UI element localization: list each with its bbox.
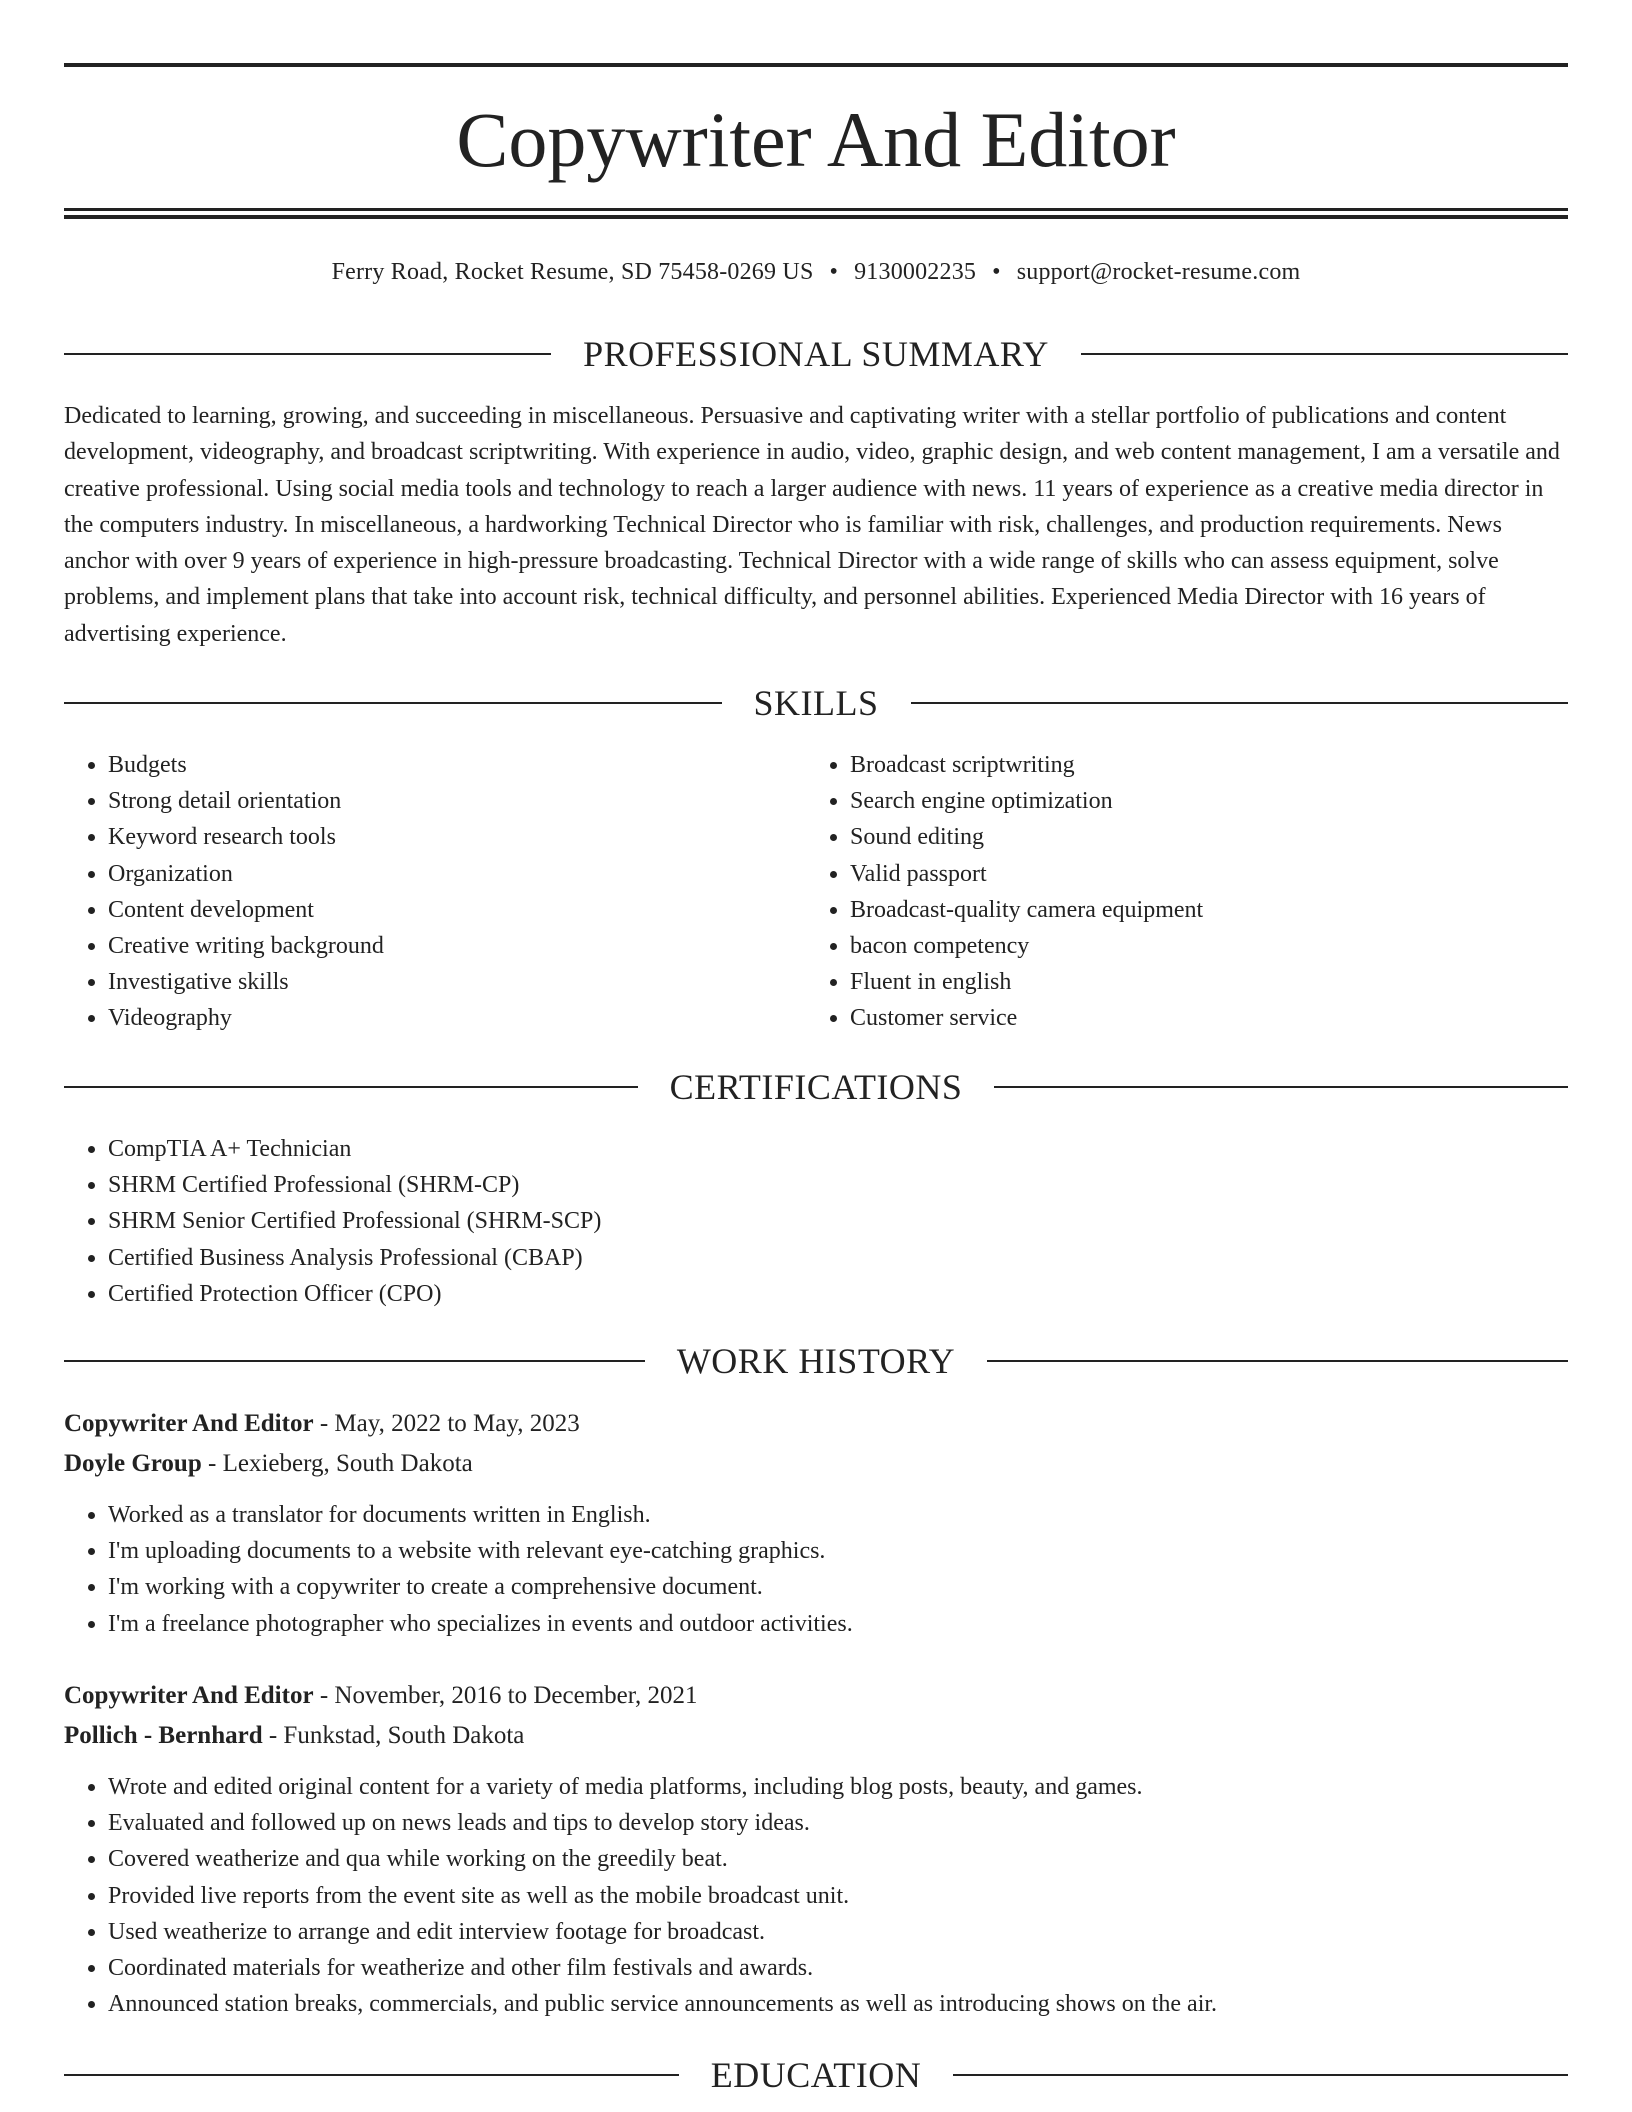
job-bullet-item: • Used weatherize to arrange and edit interview footage for broadcast. — [108, 1914, 1568, 1950]
skills-list-right — [806, 747, 1566, 1037]
double-rule-upper — [64, 208, 1568, 211]
job-dates: - May, 2022 to May, 2023 — [313, 1410, 580, 1437]
skill-item: • Budgets — [108, 747, 804, 783]
skill-item: • Broadcast scriptwriting — [850, 747, 1566, 783]
certifications-heading: CERTIFICATIONS — [669, 1067, 963, 1107]
job-bullet-item: • Wrote and edited original content for a variety of media platforms, including blog posts, beauty, and games. — [108, 1769, 1568, 1805]
job-entry — [64, 1676, 1568, 2022]
job-bullets — [64, 1497, 1568, 1642]
section-rule — [953, 2074, 1568, 2076]
section-rule — [994, 1086, 1568, 1088]
education-heading: EDUCATION — [710, 2055, 922, 2095]
double-rule-lower — [64, 215, 1568, 219]
work-history-heading: WORK HISTORY — [676, 1341, 956, 1381]
section-rule — [64, 702, 722, 704]
section-rule — [64, 353, 551, 355]
job-bullet-item: • Announced station breaks, commercials, and public service announcements as well as introducing shows on the air. — [108, 1986, 1568, 2022]
certifications-block — [64, 1131, 1568, 1312]
job-company-line — [64, 1444, 1568, 1484]
summary-paragraph: Dedicated to learning, growing, and succeeding in miscellaneous. Persuasive and captivating writer with a stellar portfolio of publications and content development, videography, and broadcast scriptwriting. With experience in audio, video, graphic design, and web content management, I am a versatile and creative professional. Using social media tools and technology to reach a larger audience with news. 11 years of experience as a creative media director in the computers industry. In miscellaneous, a hardworking Technical Director who is familiar with risk, challenges, and production requirements. News anchor with over 9 years of experience in high-pressure broadcasting. Technical Director with a wide range of skills who can assess equipment, solve problems, and implement plans that take into account risk, technical difficulty, and personnel abilities. Experienced Media Director with 16 years of advertising experience. — [64, 403, 1560, 647]
skill-item: • Videography — [108, 1000, 804, 1036]
job-company: Doyle Group — [64, 1450, 202, 1477]
contact-phone: 9130002235 — [854, 259, 977, 285]
work-history-section-header — [64, 1337, 1568, 1385]
skill-item: • Broadcast-quality camera equipment — [850, 892, 1566, 928]
job-bullet-item: • Covered weatherize and qua while working on the greedily beat. — [108, 1841, 1568, 1877]
section-rule — [1081, 353, 1568, 355]
certifications-list — [64, 1131, 1568, 1312]
certification-item: • Certified Protection Officer (CPO) — [108, 1276, 1568, 1312]
skill-item: • Customer service — [850, 1000, 1566, 1036]
contact-line — [64, 254, 1568, 290]
skill-item: • Fluent in english — [850, 964, 1566, 1000]
skills-column-right — [806, 747, 1566, 1037]
section-rule — [911, 702, 1569, 704]
certification-item: • SHRM Certified Professional (SHRM-CP) — [108, 1167, 1568, 1203]
summary-heading: PROFESSIONAL SUMMARY — [583, 334, 1049, 374]
skill-item: • Strong detail orientation — [108, 783, 804, 819]
section-rule — [64, 1086, 638, 1088]
job-dates: - November, 2016 to December, 2021 — [313, 1682, 698, 1709]
job-bullet-item: • Coordinated materials for weatherize and other film festivals and awards. — [108, 1950, 1568, 1986]
job-location: - Lexieberg, South Dakota — [201, 1450, 473, 1477]
top-rule-divider — [64, 63, 1568, 67]
skills-heading: SKILLS — [753, 683, 879, 723]
job-location: - Funkstad, South Dakota — [262, 1722, 525, 1749]
job-bullet-item: • I'm uploading documents to a website with relevant eye-catching graphics. — [108, 1533, 1568, 1569]
skill-item: • Valid passport — [850, 856, 1566, 892]
job-title-line — [64, 1676, 1568, 1716]
section-rule — [987, 1360, 1568, 1362]
contact-email: support@rocket-resume.com — [1016, 259, 1301, 285]
section-rule — [64, 2074, 679, 2076]
skill-item: • bacon competency — [850, 928, 1566, 964]
job-bullet-item: • I'm a freelance photographer who specializes in events and outdoor activities. — [108, 1606, 1568, 1642]
skill-item: • Investigative skills — [108, 964, 804, 1000]
contact-separator: • — [829, 259, 839, 285]
skill-item: • Creative writing background — [108, 928, 804, 964]
skill-item: • Search engine optimization — [850, 783, 1566, 819]
skill-item: • Content development — [108, 892, 804, 928]
job-title-line — [64, 1404, 1568, 1444]
job-title: Copywriter And Editor — [64, 1410, 314, 1437]
skill-item: • Organization — [108, 856, 804, 892]
contact-separator: • — [992, 259, 1001, 285]
contact-address: Ferry Road, Rocket Resume, SD 75458-0269 US — [331, 259, 814, 285]
job-bullet-item: • Provided live reports from the event site as well as the mobile broadcast unit. — [108, 1878, 1568, 1914]
skill-item: • Sound editing — [850, 819, 1566, 855]
job-bullet-item: • Worked as a translator for documents written in English. — [108, 1497, 1568, 1533]
skills-section-header — [64, 679, 1568, 727]
certifications-section-header — [64, 1063, 1568, 1111]
job-entry — [64, 1404, 1568, 1642]
education-section-header — [64, 2051, 1568, 2099]
job-company: Pollich - Bernhard — [64, 1722, 263, 1749]
job-bullet-item: • I'm working with a copywriter to create a comprehensive document. — [108, 1569, 1568, 1605]
certification-item: • Certified Business Analysis Professional (CBAP) — [108, 1240, 1568, 1276]
certification-item: • CompTIA A+ Technician — [108, 1131, 1568, 1167]
certification-item: • SHRM Senior Certified Professional (SHRM-SCP) — [108, 1203, 1568, 1239]
job-title: Copywriter And Editor — [64, 1682, 314, 1709]
skills-column-left — [64, 747, 804, 1037]
job-company-line — [64, 1716, 1568, 1756]
resume-name-title: Copywriter And Editor — [456, 96, 1176, 183]
job-bullet-item: • Evaluated and followed up on news leads and tips to develop story ideas. — [108, 1805, 1568, 1841]
section-rule — [64, 1360, 645, 1362]
skills-list-left — [64, 747, 804, 1037]
summary-section-header — [64, 330, 1568, 378]
skill-item: • Keyword research tools — [108, 819, 804, 855]
job-bullets — [64, 1769, 1568, 2022]
